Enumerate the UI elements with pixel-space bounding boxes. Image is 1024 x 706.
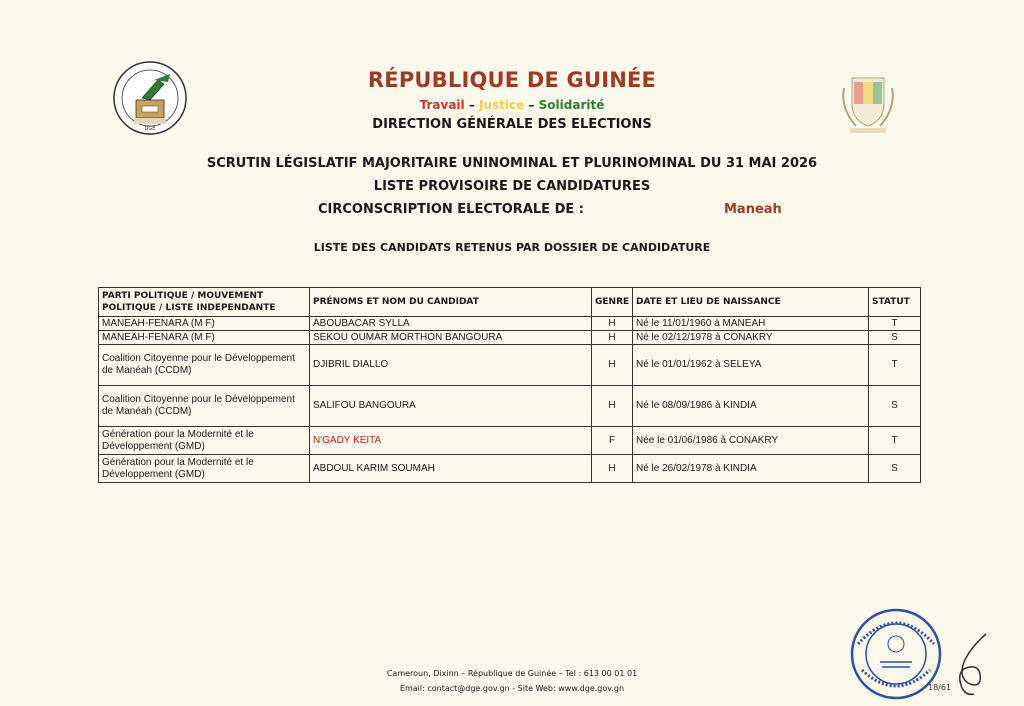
cell-statut: S — [869, 455, 921, 483]
header-name: PRÉNOMS ET NOM DU CANDIDAT — [310, 288, 592, 317]
table-row — [99, 386, 921, 427]
cell-name: N'GADY KEITA — [310, 427, 592, 455]
cell-statut: S — [869, 386, 921, 427]
table-row — [99, 455, 921, 483]
cell-party: Coalition Citoyenne pour le Développement de Manéah (CCDM) — [99, 345, 310, 386]
cell-genre: F — [592, 427, 633, 455]
cell-party: MANEAH-FENARA (M F) — [99, 317, 310, 331]
cell-party: Génération pour la Modernité et le Développement (GMD) — [99, 455, 310, 483]
cell-genre: H — [592, 455, 633, 483]
cell-name: ABDOUL KARIM SOUMAH — [310, 455, 592, 483]
svg-text:DGE: DGE — [144, 126, 156, 132]
table-row — [99, 427, 921, 455]
national-motto — [0, 98, 1024, 112]
motto-travail: Travail — [419, 98, 465, 112]
provisional-list-title: LISTE PROVISOIRE DE CANDIDATURES — [373, 179, 651, 194]
footer-contact: Email: contact@dge.gov.gn - Site Web: www.dge.gov.gn — [399, 684, 625, 693]
page-number: 18/61 — [928, 683, 952, 692]
header-statut: STATUT — [869, 288, 921, 317]
header-birth: DATE ET LIEU DE NAISSANCE — [633, 288, 869, 317]
dge-heading: DIRECTION GÉNÉRALE DES ELECTIONS — [372, 117, 652, 132]
cell-genre: H — [592, 317, 633, 331]
cell-name: DJIBRIL DIALLO — [310, 345, 592, 386]
header-genre: GENRE — [592, 288, 633, 317]
footer-address: Cameroun, Dixinn – République de Guinée – Tel : 613 00 01 01 — [386, 669, 638, 678]
cell-genre: H — [592, 386, 633, 427]
cell-birth: Né le 02/12/1978 à CONAKRY — [633, 331, 869, 345]
cell-statut: S — [869, 331, 921, 345]
motto-separator: – — [464, 98, 480, 112]
cell-statut: T — [869, 345, 921, 386]
cell-statut: T — [869, 427, 921, 455]
republic-title: RÉPUBLIQUE DE GUINÉE — [367, 68, 657, 92]
handwritten-signature-icon — [950, 628, 998, 698]
motto-justice: Justice — [479, 98, 525, 112]
cell-statut: T — [869, 317, 921, 331]
motto-separator: – — [524, 98, 539, 112]
cell-party: Génération pour la Modernité et le Développement (GMD) — [99, 427, 310, 455]
cell-party: MANEAH-FENARA (M F) — [99, 331, 310, 345]
retained-candidates-title: LISTE DES CANDIDATS RETENUS PAR DOSSIER DE CANDIDATURE — [313, 241, 711, 254]
table-row — [99, 331, 921, 345]
constituency-value: Maneah — [724, 202, 782, 217]
cell-birth: Né le 01/01/1962 à SELEYA — [633, 345, 869, 386]
cell-birth: Né le 08/09/1986 à KINDIA — [633, 386, 869, 427]
cell-party: Coalition Citoyenne pour le Développement de Manéah (CCDM) — [99, 386, 310, 427]
cell-genre: H — [592, 331, 633, 345]
header-party: PARTI POLITIQUE / MOUVEMENT POLITIQUE / LISTE INDEPENDANTE — [99, 288, 310, 317]
cell-name: SALIFOU BANGOURA — [310, 386, 592, 427]
constituency-label: CIRCONSCRIPTION ELECTORALE DE : — [318, 202, 584, 217]
cell-birth: Né le 26/02/1978 à KINDIA — [633, 455, 869, 483]
table-header-row — [99, 288, 921, 317]
cell-name: SEKOU OUMAR MORTHON BANGOURA — [310, 331, 592, 345]
table-row — [99, 317, 921, 331]
cell-name: ABOUBACAR SYLLA — [310, 317, 592, 331]
motto-solidarite: Solidarité — [538, 98, 605, 112]
cell-birth: Née le 01/06/1986 à CONAKRY — [633, 427, 869, 455]
election-title: SCRUTIN LÉGISLATIF MAJORITAIRE UNINOMINAL ET PLURINOMINAL DU 31 MAI 2026 — [206, 156, 818, 171]
table-row — [99, 345, 921, 386]
candidates-table — [98, 287, 921, 483]
cell-genre: H — [592, 345, 633, 386]
cell-birth: Né le 11/01/1960 à MANEAH — [633, 317, 869, 331]
